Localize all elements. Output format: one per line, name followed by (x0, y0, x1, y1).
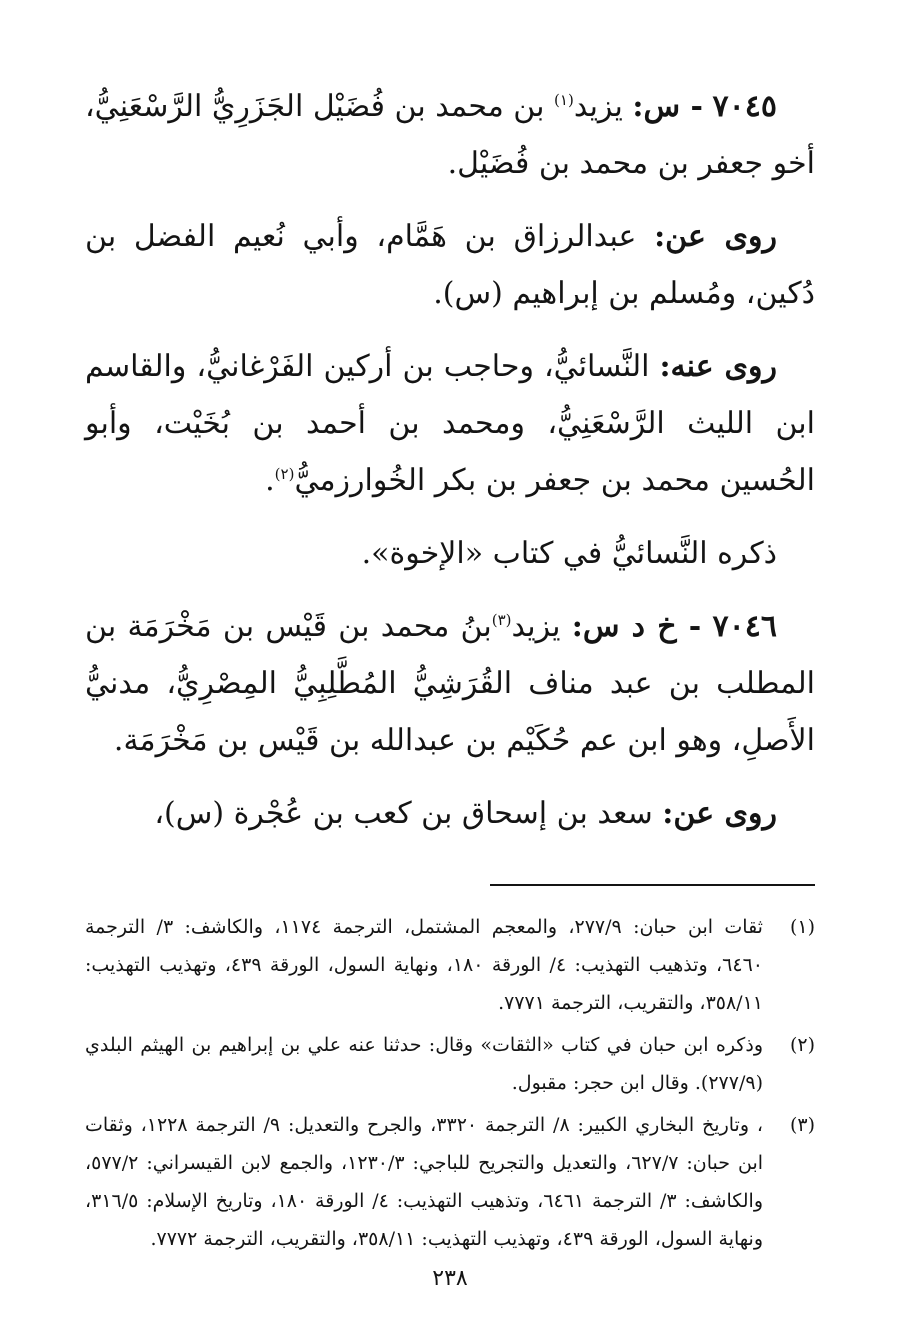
narrators-from-him-paragraph (85, 338, 815, 509)
entry-name: يزيد (511, 609, 561, 644)
footnote-1 (85, 908, 815, 1022)
mention-paragraph (85, 525, 815, 582)
footnote-separator (490, 884, 815, 886)
footnote-number: (١) (789, 916, 815, 938)
page-number: ٢٣٨ (432, 1266, 468, 1291)
entry-code: - خ د س: (571, 609, 702, 644)
footnote-ref-1[interactable]: (١) (554, 91, 574, 109)
footnote-number: (٣) (789, 1114, 815, 1136)
narrated-from-paragraph (85, 208, 815, 322)
paragraph-lead: روى عنه: (659, 349, 777, 384)
paragraph-text: سعد بن إسحاق بن كعب بن عُجْرة (س)، (154, 796, 653, 831)
entry-text: بنُ محمد بن قَيْس بن مَخْرَمَة بن المطلب بن عبد مناف القُرَشِيُّ المُطَّلِبِيُّ المِصْرِيُّ، مدنيُّ الأَصلِ، وهو ابن عم حُكَيْم بن عبدالله بن قَيْس بن مَخْرَمَة. (85, 609, 815, 758)
footnotes (85, 908, 815, 1258)
footnote-2 (85, 1026, 815, 1102)
book-page (85, 78, 815, 1294)
entry-7046 (85, 598, 815, 769)
footnote-ref-3[interactable]: (٣) (491, 611, 512, 629)
entry-text: بن محمد بن فُضَيْل الجَزَرِيُّ الرَّسْعَنِيُّ، أخو جعفر بن محمد بن فُضَيْل. (85, 89, 815, 181)
entry-number: ٧٠٤٥ (712, 89, 777, 124)
paragraph-end: . (265, 463, 275, 498)
footnote-separator-wrap (85, 858, 815, 908)
entry-number: ٧٠٤٦ (712, 609, 777, 644)
narrated-from-paragraph-2 (85, 785, 815, 842)
entry-code: - س: (632, 89, 703, 124)
paragraph-text: عبدالرزاق بن هَمَّام، وأبي نُعيم الفضل بن دُكين، ومُسلم بن إبراهيم (س). (85, 219, 815, 311)
entry-name: يزيد (573, 89, 623, 124)
main-text (85, 78, 815, 842)
paragraph-text: النَّسائيُّ، وحاجب بن أركين الفَرْغانيُّ، والقاسم ابن الليث الرَّسْعَنِيُّ، ومحمد بن أحمد بن بُخَيْت، وأبو الحُسين محمد بن جعفر بن بكر الخُوارزميُّ (85, 349, 815, 498)
footnote-3 (85, 1106, 815, 1258)
footnote-text: ثقات ابن حبان: ٢٧٧/٩، والمعجم المشتمل، الترجمة ١١٧٤، والكاشف: ٣/ الترجمة ٦٤٦٠، وتذهيب التهذيب: ٤/ الورقة ١٨٠، ونهاية السول، الورقة ٤٣٩، وتهذيب التهذيب: ٣٥٨/١١، والتقريب، الترجمة ٧٧٧١. (85, 916, 763, 1014)
footnote-text: ، وتاريخ البخاري الكبير: ٨/ الترجمة ٣٣٢٠، والجرح والتعديل: ٩/ الترجمة ١٢٢٨، وثقات ابن حبان: ٦٢٧/٧، والتعديل والتجريح للباجي: ١٢٣٠/٣، والجمع لابن القيسراني: ٥٧٧/٢، والكاشف: ٣/ الترجمة ٦٤٦١، وتذهيب التهذيب: ٤/ الورقة ١٨٠، وتاريخ الإسلام: ٣١٦/٥، ونهاية السول، الورقة ٤٣٩، وتهذيب التهذيب: ٣٥٨/١١، والتقريب، الترجمة ٧٧٧٢. (85, 1114, 764, 1250)
paragraph-text: ذكره النَّسائيُّ في كتاب «الإخوة». (361, 536, 777, 571)
entry-7045 (85, 78, 815, 192)
footnote-number: (٢) (789, 1034, 815, 1056)
paragraph-lead: روى عن: (662, 796, 777, 831)
paragraph-lead: روى عن: (654, 219, 777, 254)
footnote-ref-2[interactable]: (٢) (274, 465, 295, 483)
footnote-text: وذكره ابن حبان في كتاب «الثقات» وقال: حدثنا عنه علي بن إبراهيم بن الهيثم البلدي (٢٧٧/٩). وقال ابن حجر: مقبول. (85, 1034, 763, 1094)
